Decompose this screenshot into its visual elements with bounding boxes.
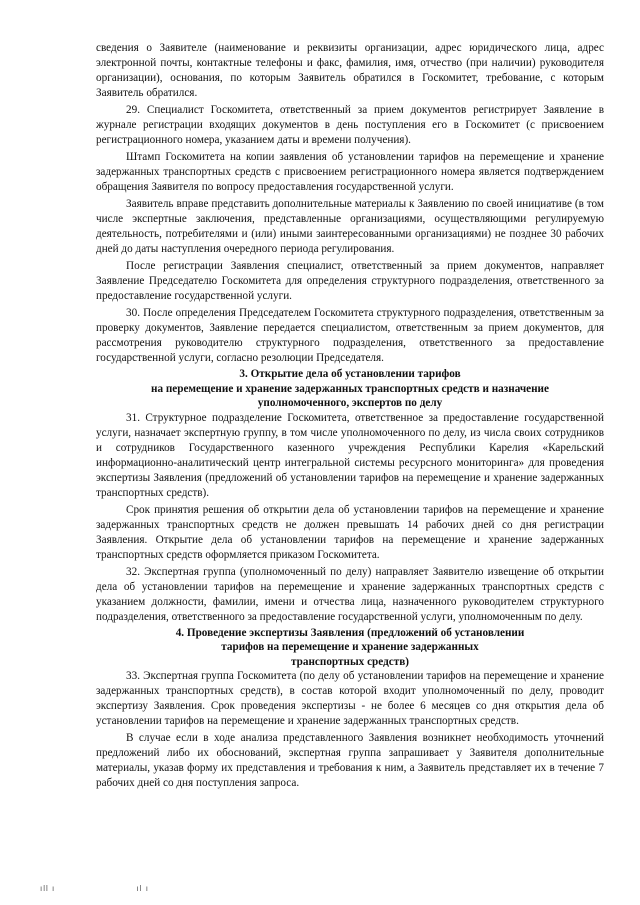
paragraph: Штамп Госкомитета на копии заявления об установлении тарифов на перемещение и хранение задержанных транспортных средств с присвоением регистрационного номера является подтверждением обращения Заявителя по вопросу предоставления государственной услуги.	[96, 151, 604, 193]
footer-mark: ıl ı	[136, 884, 149, 893]
footer-scan-marks	[40, 884, 227, 893]
heading-line: тарифов на перемещение и хранение задержанных	[221, 641, 479, 653]
paragraph: После регистрации Заявления специалист, ответственный за прием документов, направляет Заявление Председателю Госкомитета для определения структурного подразделения, ответственного за предоставление государственной услуги.	[96, 260, 604, 302]
section-4-heading	[96, 626, 604, 670]
heading-line: 3. Открытие дела об установлении тарифов	[239, 368, 461, 380]
paragraph-29: 29. Специалист Госкомитета, ответственный за прием документов регистрирует Заявление в журнале регистрации входящих документов в день поступления его в Госкомитет (с присвоением регистрационного номера, указанием даты и времени получения).	[96, 104, 604, 146]
paragraph-33: 33. Экспертная группа Госкомитета (по делу об установлении тарифов на перемещение и хранение задержанных транспортных средств), в состав которой входит уполномоченный по делу, проводит экспертизу Заявления. Срок проведения экспертизы - не более 6 месяцев со дня открытия дела об установлении тарифов на перемещение и хранение задержанных транспортных средств.	[96, 670, 604, 727]
section-4-body	[96, 669, 604, 791]
section-2-continuation	[96, 41, 604, 366]
heading-line: на перемещение и хранение задержанных транспортных средств и назначение	[151, 382, 549, 395]
heading-line: уполномоченного, экспертов по делу	[257, 397, 443, 409]
footer-mark: ıll ı	[40, 884, 56, 893]
section-3-body	[96, 411, 604, 625]
paragraph: сведения о Заявителе (наименование и реквизиты организации, адрес юридического лица, адрес электронной почты, контактные телефоны и факс, фамилия, имя, отчество (при наличии) руководителя организации), основания, по которым Заявитель обратился в Госкомитет, требование, с которым Заявитель обратился.	[96, 42, 604, 99]
heading-line: транспортных средств)	[291, 655, 409, 668]
paragraph-31: 31. Структурное подразделение Госкомитета, ответственное за предоставление государственной услуги, назначает экспертную группу, в том числе уполномоченного по делу, из числа своих сотрудников и сотрудников Государственного казенного учреждения Республики Карелия «Карельский информационно-аналитический центр интегральной системы ресурсного мониторинга» для проведения экспертизы Заявления (предложений об установлении тарифов на перемещение и хранение задержанных транспортных средств).	[96, 411, 604, 499]
paragraph: Срок принятия решения об открытии дела об установлении тарифов на перемещение и хранение задержанных транспортных средств не должен превышать 14 рабочих дней со дня регистрации Заявления. Открытие дела об установлении тарифов на перемещение и хранение задержанных транспортных средств оформляется приказом Госкомитета.	[96, 503, 604, 561]
paragraph: Заявитель вправе представить дополнительные материалы к Заявлению по своей инициативе (в том числе экспертные заключения, представленные организациями, осуществляющими регулируемую деятельность, потребителями и (или) иными заинтересованными организациями) не позднее 30 рабочих дней до даты наступления очередного периода регулирования.	[96, 198, 604, 255]
paragraph: В случае если в ходе анализа представленного Заявления возникнет необходимость уточнений предложений либо их обоснований, экспертная группа запрашивает у Заявителя дополнительные материалы, указав форму их представления и требования к ним, а Заявитель представляет их в течение 7 рабочих дней со дня поступления запроса.	[96, 732, 604, 789]
section-3-heading	[96, 367, 604, 411]
paragraph-32: 32. Экспертная группа (уполномоченный по делу) направляет Заявителю извещение об открытии дела об установлении тарифов на перемещение и хранение задержанных транспортных средств с указанием должности, фамилии, имени и отчества лица, назначенного руководителем структурного подразделения, ответственного за предоставление государственной услуги, уполномоченным по делу.	[96, 565, 604, 623]
paragraph-30: 30. После определения Председателем Госкомитета структурного подразделения, ответственным за проверку документов, Заявление передается специалистом, ответственным за прием документов, для рассмотрения руководителю структурного подразделения, ответственного за предоставление государственной услуги, согласно резолюции Председателя.	[96, 307, 604, 364]
heading-line: 4. Проведение экспертизы Заявления (предложений об установлении	[175, 626, 525, 639]
